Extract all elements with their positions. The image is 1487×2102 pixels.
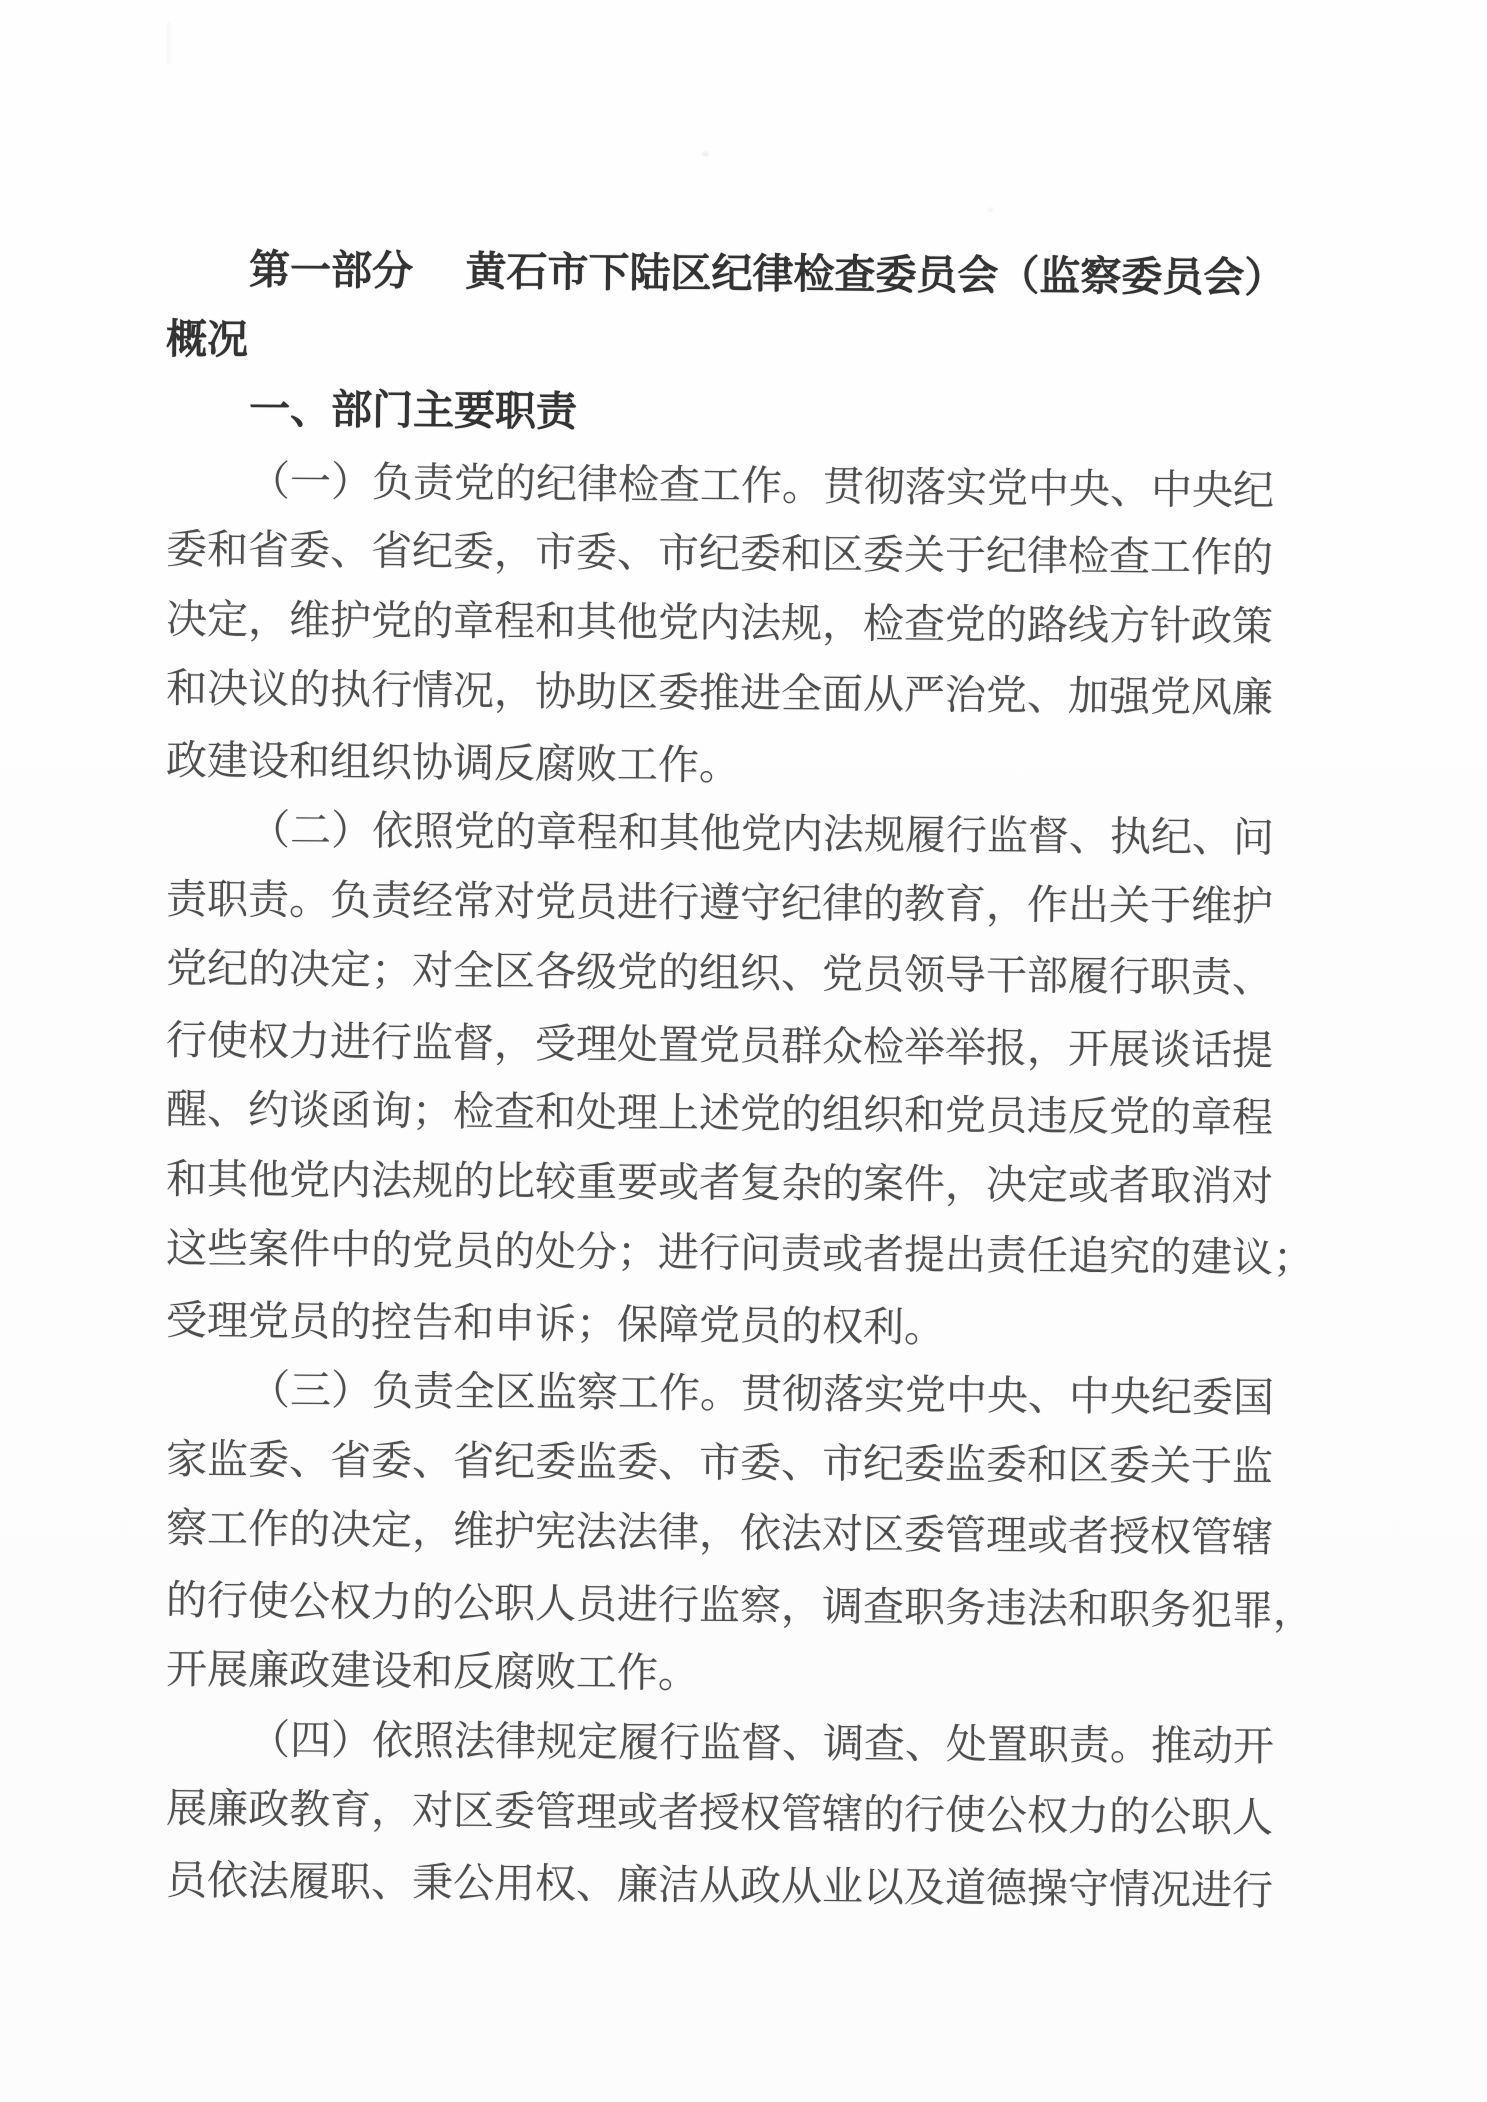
scan-speck [702,152,709,156]
body-line: 家监委、省委、省纪委监委、市委、市纪委监委和区委关于监 [165,1436,1274,1490]
section-heading: 一、部门主要职责 [248,385,578,435]
body-line: 决定，维护党的章程和其他党内法规，检查党的路线方针政策 [165,596,1274,650]
body-line: 察工作的决定，维护宪法法律，依法对区委管理或者授权管辖 [165,1505,1274,1561]
body-line: 开展廉政建设和反腐败工作。 [165,1646,700,1697]
body-line: 行使权力进行监督，受理处置党员群众检举举报，开展谈话提 [165,1017,1274,1074]
body-line: 展廉政教育，对区委管理或者授权管辖的行使公权力的公职人 [165,1785,1274,1841]
body-line: 员依法履职、秉公用权、廉洁从政从业以及道德操守情况进行 [165,1857,1274,1914]
body-line: 政建设和组织协调反腐败工作。 [165,737,741,789]
body-line: 委和省委、省纪委，市委、市纪委和区委关于纪律检查工作的 [165,526,1274,581]
body-line: 醒、约谈函询；检查和处理上述党的组织和党员违反党的章程 [165,1086,1274,1141]
body-line: 这些案件中的党员的处分；进行问责或者提出责任追究的建议； [165,1225,1315,1282]
scan-speck [988,208,993,212]
body-line: 受理党员的控告和申诉；保障党员的权利。 [165,1297,946,1351]
part-title: 第一部分 黄石市下陆区纪律检查委员会（监察委员会） [248,246,1286,301]
body-line: （四）依照法律规定履行监督、调查、处置职责。推动开 [248,1716,1275,1770]
body-line: 和其他党内法规的比较重要或者复杂的案件，决定或者取消对 [165,1156,1274,1210]
body-line: 责职责。负责经常对党员进行遵守纪律的教育，作出关于维护 [165,876,1274,930]
body-line: 党纪的决定；对全区各级党的组织、党员领导干部履行职责、 [165,945,1274,1001]
body-line: （一）负责党的纪律检查工作。贯彻落实党中央、中央纪 [248,457,1275,514]
document-text-block [165,234,1315,1914]
part-title-wrap: 概况 [165,316,249,363]
body-line: （二）依照党的章程和其他党内法规履行监督、执纪、问 [248,806,1275,861]
body-line: 的行使公权力的公职人员进行监察，调查职务违法和职务犯罪， [165,1577,1315,1635]
body-line: （三）负责全区监察工作。贯彻落实党中央、中央纪委国 [248,1366,1275,1421]
body-line: 和决议的执行情况，协助区委推进全面从严治党、加强党风廉 [165,665,1274,721]
scan-speck [167,22,170,64]
